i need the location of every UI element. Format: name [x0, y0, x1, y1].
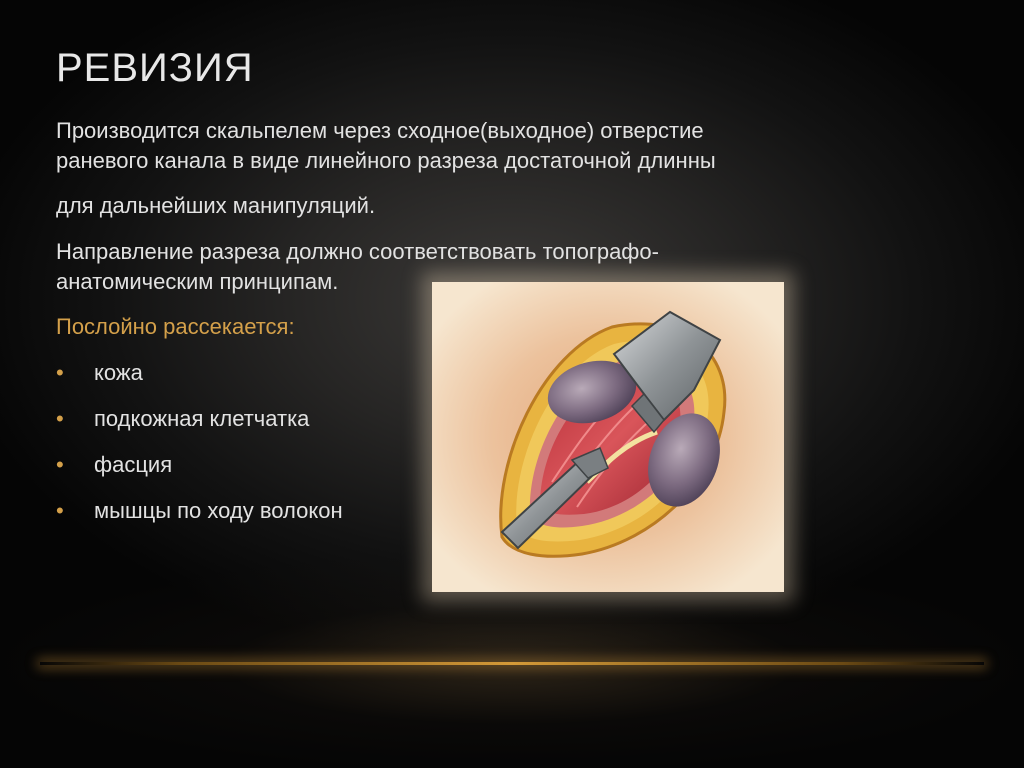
- bullet-icon: •: [56, 452, 64, 477]
- layer-list: [56, 358, 343, 542]
- list-item: [56, 404, 343, 450]
- wound-incision-drawing: [432, 282, 784, 592]
- list-item: [56, 496, 343, 542]
- layer-label: подкожная клетчатка: [94, 406, 310, 431]
- surgical-illustration: [432, 282, 784, 592]
- body-line-1: Производится скальпелем через сходное(выходное) отверстие: [56, 118, 704, 143]
- layer-label: фасция: [94, 452, 173, 477]
- layer-label: кожа: [94, 360, 143, 385]
- body-line-5: анатомическим принципам.: [56, 269, 339, 294]
- list-item: [56, 358, 343, 404]
- body-line-4: Направление разреза должно соответствовать топографо-: [56, 239, 659, 264]
- bullet-icon: •: [56, 360, 64, 385]
- bullet-icon: •: [56, 498, 64, 523]
- body-line-2: раневого канала в виде линейного разреза достаточной длинны: [56, 148, 716, 173]
- gold-divider-line: [40, 662, 984, 665]
- layer-label: мышцы по ходу волокон: [94, 498, 343, 523]
- list-item: [56, 450, 343, 496]
- layered-heading: Послойно рассекается:: [56, 314, 295, 339]
- body-line-3: для дальнейших манипуляций.: [56, 193, 376, 218]
- bullet-icon: •: [56, 406, 64, 431]
- slide-title: РЕВИЗИЯ: [56, 46, 254, 90]
